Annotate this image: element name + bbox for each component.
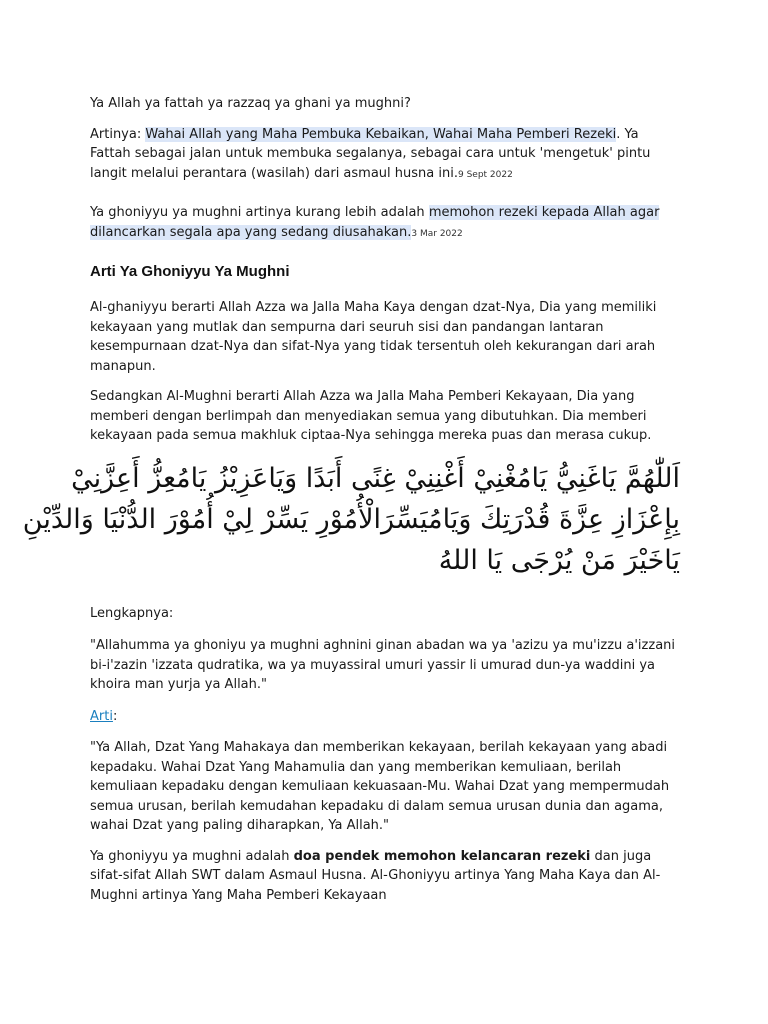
mughni-paragraph: Sedangkan Al-Mughni berarti Allah Azza wa Jalla Maha Pemberi Kekayaan, Dia yang memberi dengan berlimpah dan menyediakan semua yang dibutuhkan. Dia memberi kekayaan pada semua makhluk ciptaa-Nya sehingga mereka puas dan merasa cukup. bbox=[90, 389, 652, 443]
ghoniyyu-meaning-lead: Ya ghoniyyu ya mughni artinya kurang lebih adalah bbox=[90, 205, 429, 220]
artinya-paragraph bbox=[90, 125, 680, 186]
arabic-prayer bbox=[22, 458, 680, 581]
artinya-date: 9 Sept 2022 bbox=[457, 169, 513, 180]
ghoniyyu-meaning-end: . bbox=[407, 224, 412, 240]
arabic-line-1: اَللّٰهُمَّ يَاغَنِيُّ يَامُغْنِيْ أَغْنِنِيْ غِنًى أَبَدًا وَيَاعَزِيْزُ يَامُعِزُّ أَعِزَّنِيْ bbox=[71, 462, 680, 494]
translation-paragraph: "Ya Allah, Dzat Yang Mahakaya dan memberikan kekayaan, berilah kekayaan yang abadi kepadaku. Wahai Dzat Yang Mahamulia dan yang memberikan kemuliaan, berilah kemuliaan kepadaku dengan kemuliaan kekuasaan-Mu. Wahai Dzat yang mempermudah semua urusan, berilah kemudahan kepadaku di dalam semua urusan dunia dan agama, wahai Dzat yang paling diharapkan, Ya Allah." bbox=[90, 740, 670, 833]
ghoniyyu-meaning-date: 3 Mar 2022 bbox=[411, 228, 463, 239]
closing-bold: doa pendek memohon kelancaran rezeki bbox=[293, 848, 591, 864]
question-line: Ya Allah ya fattah ya razzaq ya ghani ya mughni? bbox=[90, 96, 411, 111]
arti-colon: : bbox=[112, 708, 118, 724]
artinya-rest: . Ya Fattah sebagai jalan untuk membuka segalanya, sebagai cara untuk 'mengetuk' pintu langit melalui perantara (wasilah) dari asmaul husna ini. bbox=[90, 126, 651, 181]
lengkapnya-label: Lengkapnya: bbox=[90, 605, 174, 621]
ghoniyyu-meaning-paragraph bbox=[90, 203, 680, 244]
closing-paragraph bbox=[90, 847, 680, 906]
arti-line bbox=[90, 707, 680, 727]
latin-transliteration: "Allahumma ya ghoniyu ya mughni aghnini ginan abadan wa ya 'azizu ya mu'izzu a'izzani bi-i'zazin 'izzata qudratika, wa ya muyassiral umuri yassir li umurad dun-ya waddini ya khoira man yurja ya Allah." bbox=[90, 638, 676, 692]
artinya-label: Artinya: bbox=[90, 126, 146, 142]
closing-lead: Ya ghoniyyu ya mughni adalah bbox=[90, 848, 294, 864]
section-heading: Arti Ya Ghoniyyu Ya Mughni bbox=[90, 263, 290, 280]
article-body bbox=[22, 94, 680, 905]
artinya-highlight: Wahai Allah yang Maha Pembuka Kebaikan, Wahai Maha Pemberi Rezeki bbox=[145, 126, 617, 142]
closing-rest: dan juga sifat-sifat Allah SWT dalam Asmaul Husna. Al-Ghoniyyu artinya Yang Maha Kaya dan Al-Mughni artinya Yang Maha Pemberi Kekayaan bbox=[90, 848, 661, 903]
arabic-line-2: بِإِعْزَازِ عِزَّةَ قُدْرَتِكَ وَيَامُيَسِّرَالْأُمُوْرِ يَسِّرْ لِيْ أُمُوْرَ الدُّنْيَا وَالدِّيْنِ bbox=[22, 503, 680, 535]
ghoniyyu-meaning-highlight: memohon rezeki kepada Allah agar dilancarkan segala apa yang sedang diusahakan bbox=[90, 205, 660, 240]
arti-link[interactable]: Arti bbox=[90, 708, 113, 724]
ghaniyyu-paragraph: Al-ghaniyyu berarti Allah Azza wa Jalla Maha Kaya dengan dzat-Nya, Dia yang memiliki kekayaan yang mutlak dan sempurna dari seuruh sisi dan pandangan lantaran kesempurnaan dzat-Nya dan sifat-Nya yang tidak tersentuh oleh kekurangan dari arah manapun. bbox=[90, 300, 657, 374]
arabic-line-3: يَاخَيْرَ مَنْ يُرْجَى يَا اللهُ bbox=[438, 544, 680, 576]
